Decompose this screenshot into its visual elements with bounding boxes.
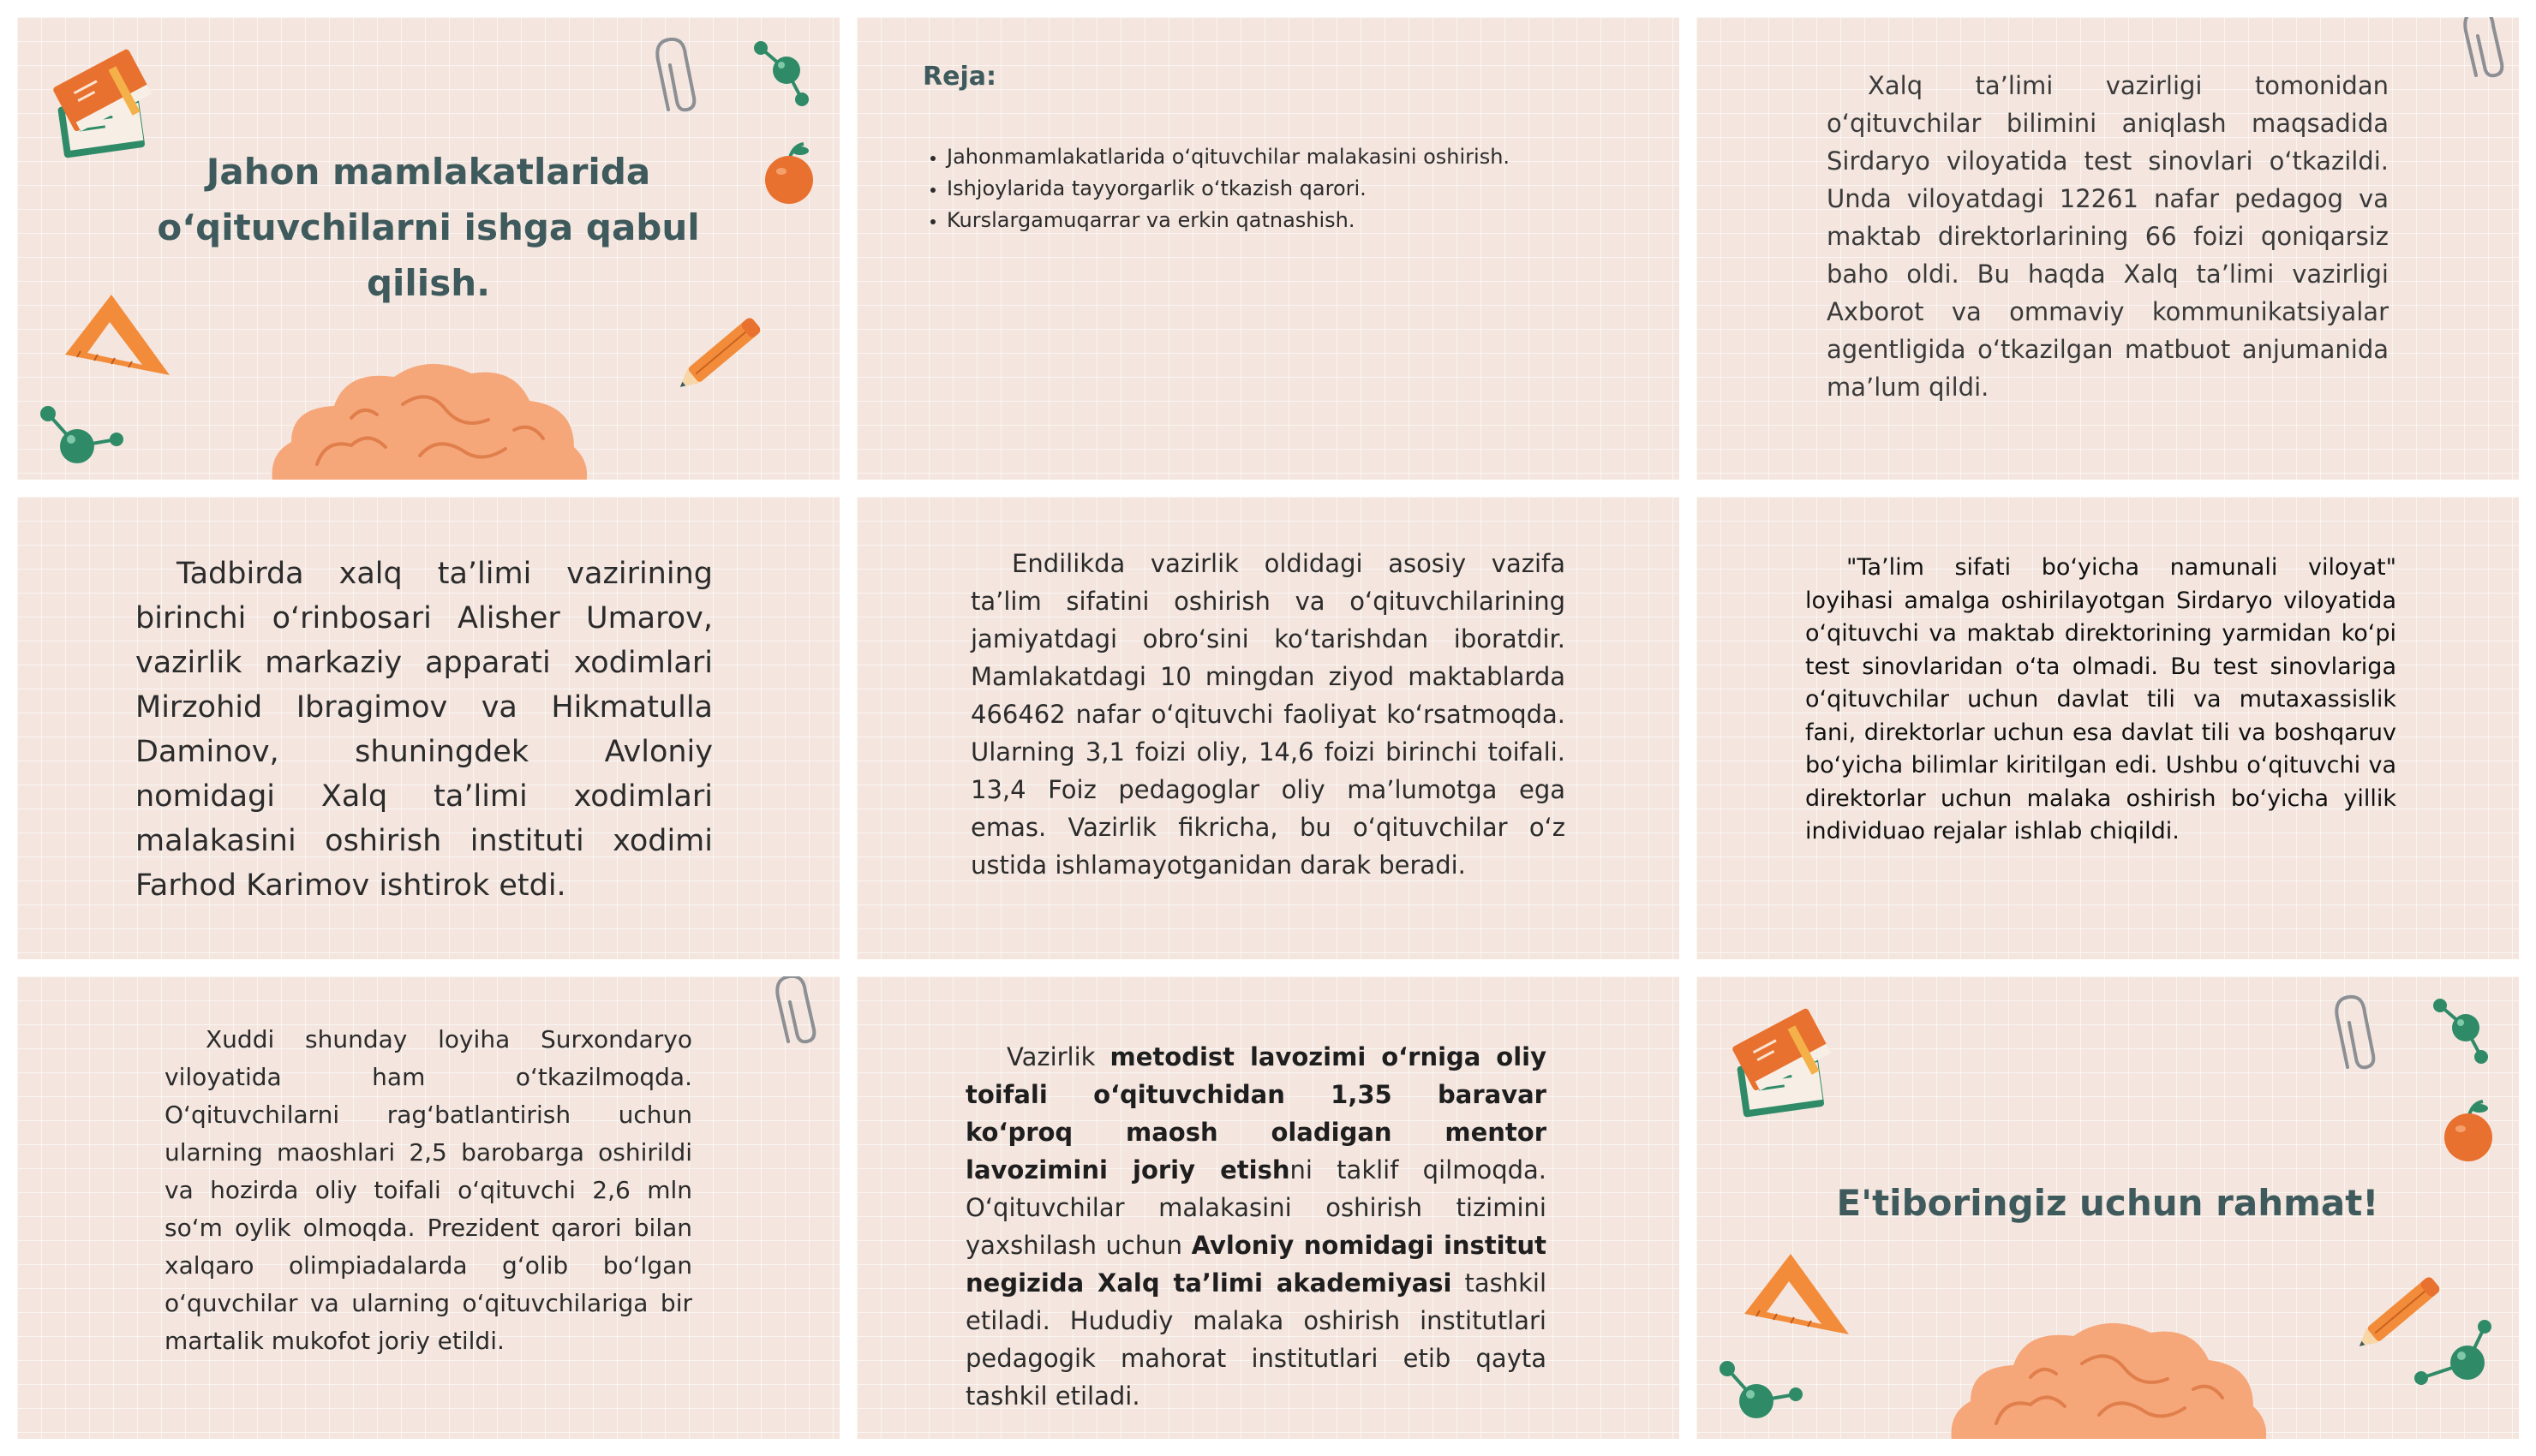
paragraph-text: ni taklif qilmoqda. O‘qituvchilar malakasini oshirish tizimini yaxshilash uchun <box>966 1155 1546 1260</box>
slide-text-6 <box>1696 497 2519 959</box>
molecule-icon <box>2407 1315 2502 1400</box>
bold-text: Avloniy nomidagi institut negizida Xalq ta’limi akademiyasi <box>966 1231 1546 1298</box>
molecule-icon <box>34 398 129 480</box>
apple-icon <box>759 139 819 207</box>
slide-text-8 <box>857 976 1679 1439</box>
bold-text: metodist lavozimi o‘rniga oliy toifali o‘qituvchidan 1,35 baravar ko‘proq maosh oladigan mentor lavozimini joriy etish <box>966 1042 1547 1184</box>
slide-text-5 <box>857 497 1679 959</box>
slide-paragraph: "Ta’lim sifati bo‘yicha namunali viloyat" loyihasi amalga oshirilayotgan Sirdaryo viloyatida o‘qituvchi va maktab direktorining yarmidan ko‘pi test sinovlaridan o‘ta olmadi. Bu test sinovlariga o‘qituvchilar uchun davlat tili va mutaxassislik fani, direktorlar uchun esa davlat tili va boshqaruv bo‘yicha bilimlar kiritilgan edi. Ushbu o‘qituvchi va direktorlar uchun malaka oshirish bo‘yicha yillik individuao rejalar ishlab chiqildi. <box>1805 554 2396 844</box>
paperclip-icon <box>2459 17 2510 86</box>
molecule-icon <box>2425 992 2502 1069</box>
closing-title: E'tiboringiz uchun rahmat! <box>1836 1182 2379 1224</box>
pencil-icon <box>668 295 788 407</box>
plan-heading: Reja: <box>923 62 996 92</box>
slide-title-text: Jahon mamlakatlarida o‘qituvchilarni ishga qabul qilish. <box>157 151 700 305</box>
slide-paragraph: Xuddi shunday loyiha Surxondaryo viloyatida ham o‘tkazilmoqda. O‘qituvchilarni rag‘batlantirish uchun ularning maoshlari 2,5 barobarga oshirildi va hozirda oliy toifali o‘qituvchi 2,6 mln so‘m oylik olmoqda. Prezident qarori bilan xalqaro olimpiadalarda g‘olib bo‘lgan o‘quvchilar va ularning o‘qituvchilariga bir martalik mukofot joriy etildi. <box>164 1025 692 1355</box>
slide-closing <box>1696 976 2519 1439</box>
brain-icon <box>1936 1312 2279 1439</box>
paragraph-text: tashkil etiladi. Hududiy malaka oshirish institutlari pedagogik mahorat institutlari etib qayta tashkil etiladi. <box>966 1268 1547 1411</box>
brain-icon <box>257 353 600 480</box>
slide-text-3 <box>1696 17 2519 480</box>
slide-paragraph: Xalq ta’limi vazirligi tomonidan o‘qituvchilar bilimini aniqlash maqsadida Sirdaryo viloyatida test sinovlari o‘tkazildi. Unda viloyatdagi 12261 nafar pedagog va maktab direktorlarining 66 foizi qoniqarsiz baho oldi. Bu haqda Xalq ta’limi vazirligi Axborot va ommaviy kommunikatsiyalar agentligida o‘tkazilgan matbuot anjumanida ma’lum qildi. <box>1827 71 2389 402</box>
slide-paragraph: Endilikda vazirlik oldidagi asosiy vazifa ta’lim sifatini oshirish va o‘qituvchilarining jamiyatdagi obro‘sini ko‘tarishdan iboratdir. Mamlakatdagi 10 mingdan ziyod maktablarda 466462 nafar o‘qituvchi faoliyat ko‘rsatmoqda. Ularning 3,1 foizi oliy, 14,6 foizi birinchi toifali. 13,4 Foiz pedagoglar oliy ma’lumotga ega emas. Vazirlik fikricha, bu o‘qituvchilar o‘z ustida ishlamayotganidan darak beradi. <box>971 549 1565 880</box>
slide-paragraph: Tadbirda xalq ta’limi vazirining birinchi o‘rinbosari Alisher Umarov, vazirlik markaziy apparati xodimlari Mirzohid Ibragimov va Hikmatulla Daminov, shuningdek Avloniy nomidagi Xalq ta’limi xodimlari malakasini oshirish instituti xodimi Farhod Karimov ishtirok etdi. <box>135 557 713 903</box>
apple-icon <box>2438 1096 2498 1165</box>
slide-plan <box>857 17 1679 480</box>
slide-paragraph <box>966 1038 1546 1415</box>
book-icon <box>1722 1000 1842 1129</box>
slide-title <box>17 17 840 480</box>
plan-list <box>923 141 1510 237</box>
slide-text-7 <box>17 976 840 1439</box>
book-icon <box>43 41 163 170</box>
molecule-icon <box>745 34 822 111</box>
ruler-triangle-icon <box>1739 1249 1859 1352</box>
ruler-triangle-icon <box>60 289 180 392</box>
list-item: • Ishjoylarida tayyorgarlik o‘tkazish qarori. <box>947 173 1510 205</box>
list-item: • Kurslargamuqarrar va erkin qatnashish. <box>947 205 1510 236</box>
paperclip-icon <box>2330 992 2382 1077</box>
paperclip-icon <box>771 976 822 1052</box>
molecule-icon <box>1714 1353 1808 1439</box>
list-item: • Jahonmamlakatlarida o‘qituvchilar malakasini oshirish. <box>947 141 1510 173</box>
paragraph-text: Vazirlik <box>1007 1042 1110 1071</box>
slide-text-4 <box>17 497 840 959</box>
paperclip-icon <box>651 34 703 120</box>
